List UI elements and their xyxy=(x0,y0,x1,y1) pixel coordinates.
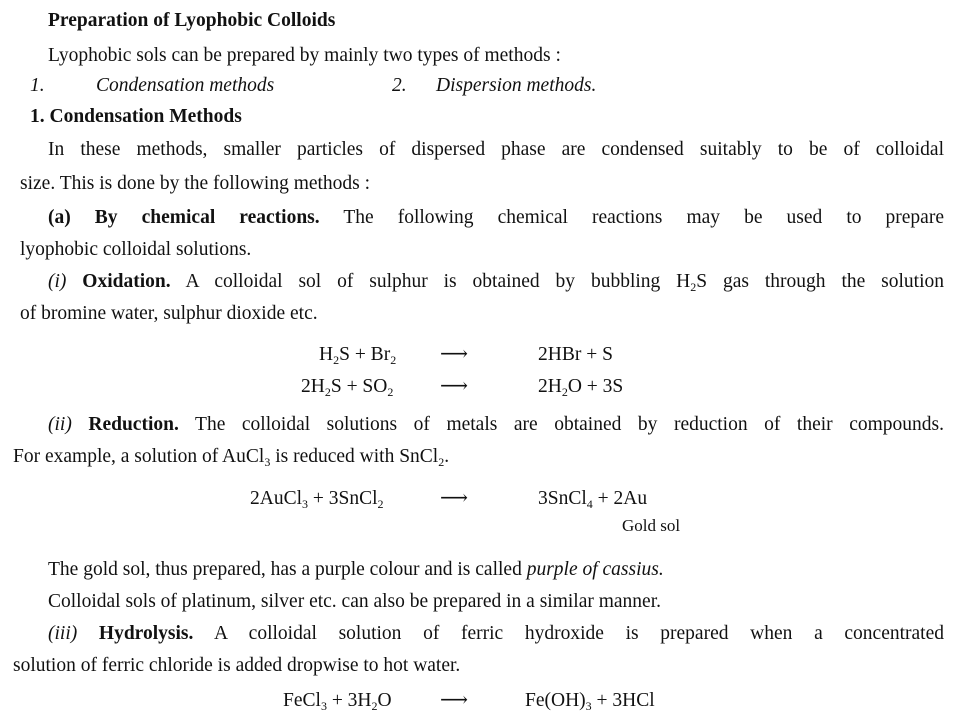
section-text-line-1: In these methods, smaller particles of dispersed phase are condensed suitably to be of colloidal xyxy=(48,139,944,160)
reduction-line-1 xyxy=(48,412,944,438)
reduction-label: Reduction. xyxy=(88,414,179,435)
oxidation-num: (i) xyxy=(48,271,67,292)
hydrolysis-line-1 xyxy=(48,621,944,647)
equation-4-left: FeCl$_3$ + $3H_2O$ xyxy=(283,690,392,713)
oxidation-label: Oxidation. xyxy=(82,271,171,292)
method-2-label: Dispersion methods. xyxy=(436,75,597,96)
hydrolysis-label: Hydrolysis. xyxy=(98,623,194,644)
method-2-num: 2. xyxy=(392,75,407,96)
equation-2-left: $2H_2S + SO_2$ xyxy=(301,376,394,399)
chemical-reactions-line-2: lyophobic colloidal solutions. xyxy=(20,239,252,260)
reduction-line-2: For example, a solution of AuCl$_3$ is reduced with SnCl$_2$. xyxy=(13,446,450,469)
platinum-text: Colloidal sols of platinum, silver etc. can also be prepared in a similar manner. xyxy=(48,591,662,612)
reduction-num: (ii) xyxy=(48,414,72,435)
hydrolysis-line-2: solution of ferric chloride is added dropwise to hot water. xyxy=(13,655,461,676)
intro-text: Lyophobic sols can be prepared by mainly two types of methods : xyxy=(48,45,561,66)
equation-4-arrow: ⟶ xyxy=(440,690,468,711)
equation-3-left: 2AuCl$_3$ + 3SnCl$_2$ xyxy=(250,488,384,511)
equation-3-arrow: ⟶ xyxy=(440,488,468,509)
page-title: Preparation of Lyophobic Colloids xyxy=(48,10,336,31)
equation-2-arrow: ⟶ xyxy=(440,376,468,397)
gold-sol-note: Gold sol xyxy=(622,516,681,535)
chemical-reactions-label: (a) By chemical reactions. xyxy=(48,207,320,228)
method-1-num: 1. xyxy=(30,75,45,96)
equation-4-right: $Fe(OH)_3 + 3HCl$ xyxy=(525,690,655,713)
equation-1-left: $H_2S + Br_2$ xyxy=(319,344,397,367)
oxidation-line-2: of bromine water, sulphur dioxide etc. xyxy=(20,303,318,324)
gold-sol-text: The gold sol, thus prepared, has a purple colour and is called purple of cassius. xyxy=(48,559,664,580)
chemical-reactions-text: The following chemical reactions may be used to prepare xyxy=(343,207,944,228)
equation-3-right: 3SnCl$_4$ + 2Au xyxy=(538,488,648,511)
oxidation-line-1 xyxy=(48,269,944,295)
method-1-label: Condensation methods xyxy=(96,75,275,96)
equation-1-right: 2HBr + S xyxy=(538,344,613,365)
section-heading: 1. Condensation Methods xyxy=(30,106,242,127)
reduction-text: The colloidal solutions of metals are obtained by reduction of their compounds. xyxy=(195,414,944,435)
equation-2-right: $2H_2O + 3S$ xyxy=(538,376,624,399)
section-text-line-2: size. This is done by the following methods : xyxy=(20,173,371,194)
hydrolysis-num: (iii) xyxy=(48,623,78,644)
oxidation-text: A colloidal sol of sulphur is obtained by bubbling $H_2S$ gas through the solution xyxy=(185,271,944,294)
hydrolysis-text: A colloidal solution of ferric hydroxide is prepared when a concentrated xyxy=(213,623,944,644)
chemical-reactions-line-1 xyxy=(48,205,944,231)
equation-1-arrow: ⟶ xyxy=(440,344,468,365)
